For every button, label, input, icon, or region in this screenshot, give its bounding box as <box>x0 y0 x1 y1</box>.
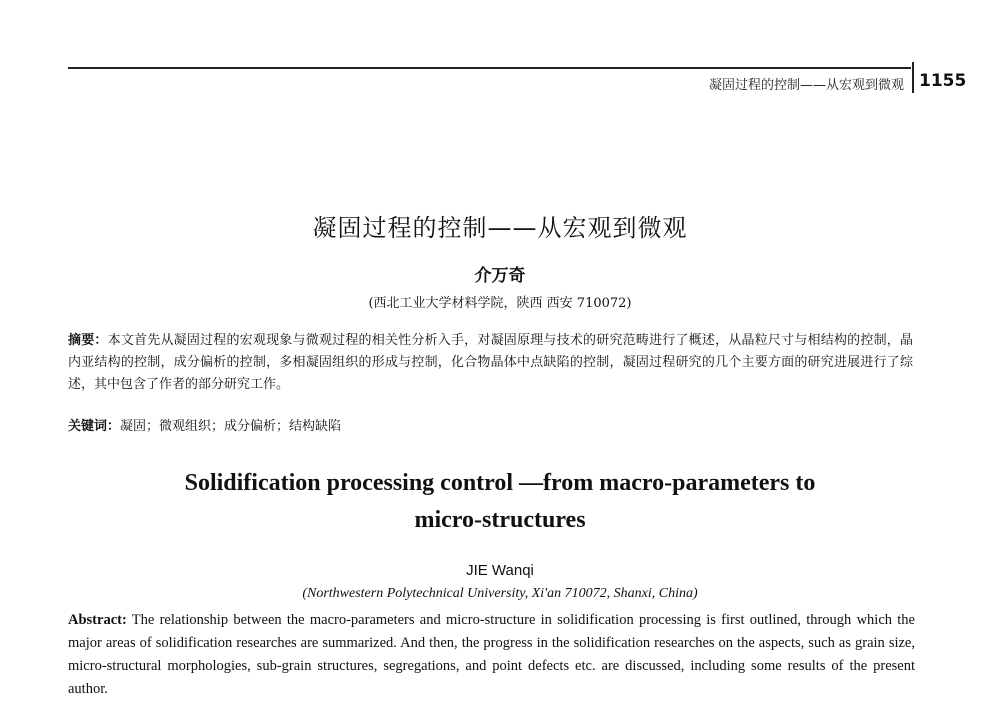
abstract-cn-label: 摘要： <box>68 333 108 348</box>
author-cn: 介万奇 <box>474 266 526 286</box>
keywords-cn-label: 关键词： <box>68 419 121 434</box>
running-title: 凝固过程的控制——从宏观到微观 <box>708 78 904 93</box>
abstract-en-text: The relationship between the macro-parameters and micro-structure in solidification processing is first outlined, through which the major areas of solidification researches are summarized. And then, the progress in the solidification researches on the aspects, such as grain size, micro-structural morphologies, sub-grain structures, segregations, and point defects etc. are discussed, including some results of the present author. <box>68 612 915 697</box>
paper-title-en-line2: micro-structures <box>414 507 586 533</box>
abstract-cn-text: 本文首先从凝固过程的宏观现象与微观过程的相关性分析入手，对凝固原理与技术的研究范畴进行了概述，从晶粒尺寸与相结构的控制，晶内亚结构的控制，成分偏析的控制，多相凝固组织的形成与控制，化合物晶体中点缺陷的控制，凝固过程研究的几个主要方面的研究进展进行了综述，其中包含了作者的部分研究工作。 <box>68 333 913 392</box>
abstract-cn <box>68 330 913 396</box>
affiliation-cn: (西北工业大学材料学院，陕西 西安 710072) <box>368 296 632 311</box>
author-en: JIE Wanqi <box>466 562 534 579</box>
header-divider <box>912 62 914 93</box>
header-rule <box>68 67 911 69</box>
paper-title-en-line1: Solidification processing control —from macro-parameters to <box>184 470 816 496</box>
paper-title-cn: 凝固过程的控制——从宏观到微观 <box>312 214 688 242</box>
abstract-en-label: Abstract: <box>68 612 127 628</box>
affiliation-en: (Northwestern Polytechnical University, Xi'an 710072, Shanxi, China) <box>302 586 698 601</box>
abstract-en <box>68 609 915 701</box>
keywords-cn <box>68 415 913 434</box>
paper-title-en <box>0 465 1000 539</box>
keywords-cn-text: 凝固；微观组织；成分偏析；结构缺陷 <box>120 419 342 434</box>
page-number: 1155 <box>919 71 967 91</box>
